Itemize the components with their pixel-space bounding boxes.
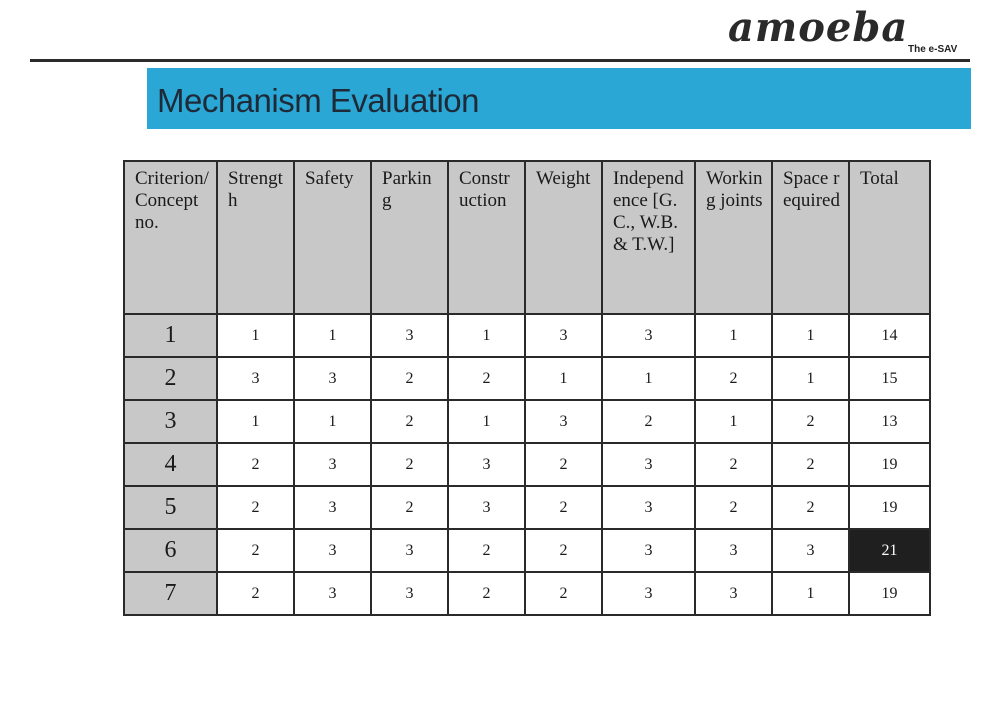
score-cell: 3 [294,443,371,486]
score-cell: 3 [371,529,448,572]
header-criterion: Criterion/ Concept no. [124,161,217,314]
header-weight: Weight [525,161,602,314]
table-row [124,486,930,529]
score-cell: 1 [772,572,849,615]
total-cell: 19 [849,486,930,529]
score-cell: 2 [525,486,602,529]
score-cell: 2 [217,529,294,572]
score-cell: 2 [695,486,772,529]
score-cell: 3 [371,314,448,357]
table-body [124,314,930,615]
score-cell: 3 [602,572,695,615]
concept-number: 6 [124,529,217,572]
brand-logo [720,4,970,60]
total-cell: 21 [849,529,930,572]
score-cell: 2 [217,486,294,529]
score-cell: 2 [448,357,525,400]
table-row [124,572,930,615]
score-cell: 2 [371,400,448,443]
table-row [124,314,930,357]
score-cell: 1 [448,400,525,443]
table-row [124,443,930,486]
logo-wordmark: amoeba [728,4,909,51]
total-cell: 14 [849,314,930,357]
header-strength: Strength [217,161,294,314]
score-cell: 3 [294,572,371,615]
score-cell: 2 [371,486,448,529]
score-cell: 3 [602,443,695,486]
logo-tagline: The e-SAV [908,44,958,55]
score-cell: 1 [217,314,294,357]
score-cell: 3 [525,314,602,357]
concept-number: 5 [124,486,217,529]
total-cell: 19 [849,443,930,486]
score-cell: 3 [525,400,602,443]
header-space-required: Space required [772,161,849,314]
score-cell: 2 [448,529,525,572]
score-cell: 1 [772,357,849,400]
score-cell: 2 [602,400,695,443]
header-safety: Safety [294,161,371,314]
score-cell: 2 [695,443,772,486]
score-cell: 3 [602,314,695,357]
score-cell: 1 [294,314,371,357]
score-cell: 2 [525,529,602,572]
score-cell: 1 [695,400,772,443]
score-cell: 2 [448,572,525,615]
title-bar [147,68,971,129]
score-cell: 2 [695,357,772,400]
table-header-row [124,161,930,314]
score-cell: 3 [602,529,695,572]
score-cell: 3 [371,572,448,615]
score-cell: 1 [695,314,772,357]
score-cell: 3 [217,357,294,400]
score-cell: 1 [217,400,294,443]
table-row [124,357,930,400]
header-parking: Parking [371,161,448,314]
concept-number: 7 [124,572,217,615]
header-independence: Independence [G.C., W.B. & T.W.] [602,161,695,314]
table-row [124,400,930,443]
score-cell: 3 [294,357,371,400]
concept-number: 3 [124,400,217,443]
score-cell: 1 [294,400,371,443]
score-cell: 3 [294,486,371,529]
slide-title: Mechanism Evaluation [157,82,479,119]
score-cell: 2 [772,400,849,443]
total-cell: 19 [849,572,930,615]
header-divider [30,59,970,62]
header-working-joints: Working joints [695,161,772,314]
score-cell: 2 [525,572,602,615]
score-cell: 3 [695,572,772,615]
score-cell: 3 [448,443,525,486]
total-cell: 13 [849,400,930,443]
score-cell: 2 [772,486,849,529]
score-cell: 2 [371,357,448,400]
concept-number: 2 [124,357,217,400]
score-cell: 3 [448,486,525,529]
score-cell: 3 [772,529,849,572]
score-cell: 2 [772,443,849,486]
score-cell: 3 [602,486,695,529]
score-cell: 1 [602,357,695,400]
concept-number: 4 [124,443,217,486]
score-cell: 2 [371,443,448,486]
score-cell: 2 [217,443,294,486]
table-row [124,529,930,572]
score-cell: 3 [294,529,371,572]
header-construction: Construction [448,161,525,314]
header-total: Total [849,161,930,314]
score-cell: 3 [695,529,772,572]
score-cell: 1 [448,314,525,357]
evaluation-table [123,160,931,616]
score-cell: 2 [217,572,294,615]
score-cell: 1 [772,314,849,357]
total-cell: 15 [849,357,930,400]
score-cell: 2 [525,443,602,486]
score-cell: 1 [525,357,602,400]
concept-number: 1 [124,314,217,357]
